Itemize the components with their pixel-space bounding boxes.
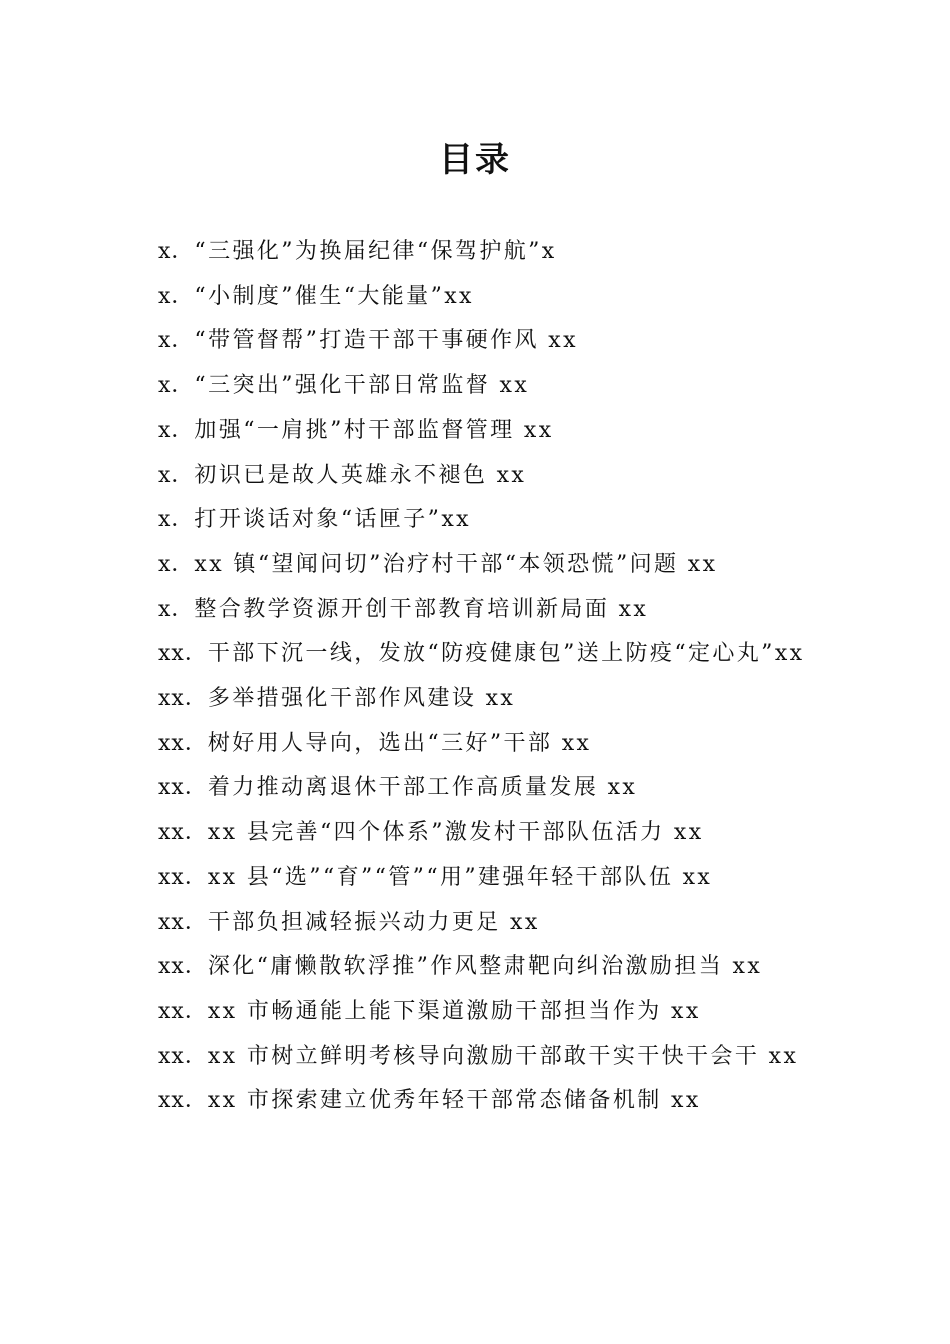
toc-item xyxy=(120,722,835,767)
toc-item-text: 树好用人导向，选出“三好”干部 xx xyxy=(207,730,592,756)
toc-item-number: xx． xyxy=(158,775,208,801)
toc-item-text: xx 市畅通能上能下渠道激励干部担当作为 xx xyxy=(207,998,701,1024)
toc-item xyxy=(120,856,835,901)
toc-item-number: xx． xyxy=(158,686,208,712)
toc-item xyxy=(120,409,835,454)
toc-item-number: xx． xyxy=(158,1088,208,1114)
toc-item-number: x． xyxy=(158,417,195,443)
toc-item-text: 深化“庸懒散软浮推”作风整肃靶向纠治激励担当 xx xyxy=(207,954,763,980)
toc-item-text: 着力推动离退休干部工作高质量发展 xx xyxy=(207,775,638,801)
toc-item-number: x． xyxy=(158,551,195,577)
toc-item-number: xx． xyxy=(158,1043,208,1069)
toc-item-text: 整合教学资源开创干部教育培训新局面 xx xyxy=(194,596,649,622)
table-of-contents xyxy=(120,230,835,1124)
toc-item xyxy=(120,1035,835,1080)
toc-item xyxy=(120,945,835,990)
toc-item-text: “三强化”为换届纪律“保驾护航”x xyxy=(194,239,557,264)
toc-item-text: xx 县完善“四个体系”激发村干部队伍活力 xx xyxy=(207,820,704,846)
toc-item-text: “三突出”强化干部日常监督 xx xyxy=(194,373,530,399)
toc-item xyxy=(120,364,835,409)
toc-item xyxy=(120,632,835,677)
toc-item-text: xx 市树立鲜明考核导向激励干部敢干实干快干会干 xx xyxy=(207,1043,799,1069)
toc-item-number: xx． xyxy=(158,909,208,935)
toc-item xyxy=(120,990,835,1035)
toc-item xyxy=(120,543,835,588)
toc-item xyxy=(120,766,835,811)
toc-item-text: 干部下沉一线，发放“防疫健康包”送上防疫“定心丸”xx xyxy=(207,641,805,667)
toc-item-number: x． xyxy=(158,373,195,399)
toc-item xyxy=(120,677,835,722)
toc-item xyxy=(120,230,835,275)
toc-item xyxy=(120,319,835,364)
toc-item-number: xx． xyxy=(158,730,208,756)
toc-item-number: xx． xyxy=(158,998,208,1024)
toc-item-text: 打开谈话对象“话匣子”xx xyxy=(194,507,471,533)
toc-item-number: xx． xyxy=(158,641,208,667)
toc-item-text: 初识已是故人英雄永不褪色 xx xyxy=(194,462,527,488)
toc-item-text: 干部负担减轻振兴动力更足 xx xyxy=(207,909,540,935)
toc-item-number: x． xyxy=(158,596,195,622)
toc-item-text: 多举措强化干部作风建设 xx xyxy=(207,686,516,712)
toc-item-number: x． xyxy=(158,328,195,354)
toc-item xyxy=(120,498,835,543)
toc-item xyxy=(120,275,835,320)
toc-item-number: x． xyxy=(158,283,195,309)
toc-item-text: “小制度”催生“大能量”xx xyxy=(194,283,474,309)
toc-item-text: xx 市探索建立优秀年轻干部常态储备机制 xx xyxy=(207,1088,701,1114)
toc-item-number: x． xyxy=(158,462,195,488)
toc-item-text: xx 县“选”“育”“管”“用”建强年轻干部队伍 xx xyxy=(207,864,713,890)
toc-item-number: xx． xyxy=(158,820,208,846)
toc-item xyxy=(120,1079,835,1124)
toc-item-number: xx． xyxy=(158,954,208,980)
toc-item-text: 加强“一肩挑”村干部监督管理 xx xyxy=(194,417,554,443)
toc-item xyxy=(120,588,835,633)
toc-item-number: x． xyxy=(158,239,195,264)
toc-item-number: xx． xyxy=(158,864,208,890)
toc-item-number: x． xyxy=(158,507,195,533)
toc-item-text: “带管督帮”打造干部干事硬作风 xx xyxy=(194,328,578,354)
page-title: 目录 xyxy=(439,140,511,180)
toc-item xyxy=(120,454,835,499)
toc-item-text: xx 镇“望闻问切”治疗村干部“本领恐慌”问题 xx xyxy=(194,551,718,577)
toc-item xyxy=(120,901,835,946)
toc-item xyxy=(120,811,835,856)
